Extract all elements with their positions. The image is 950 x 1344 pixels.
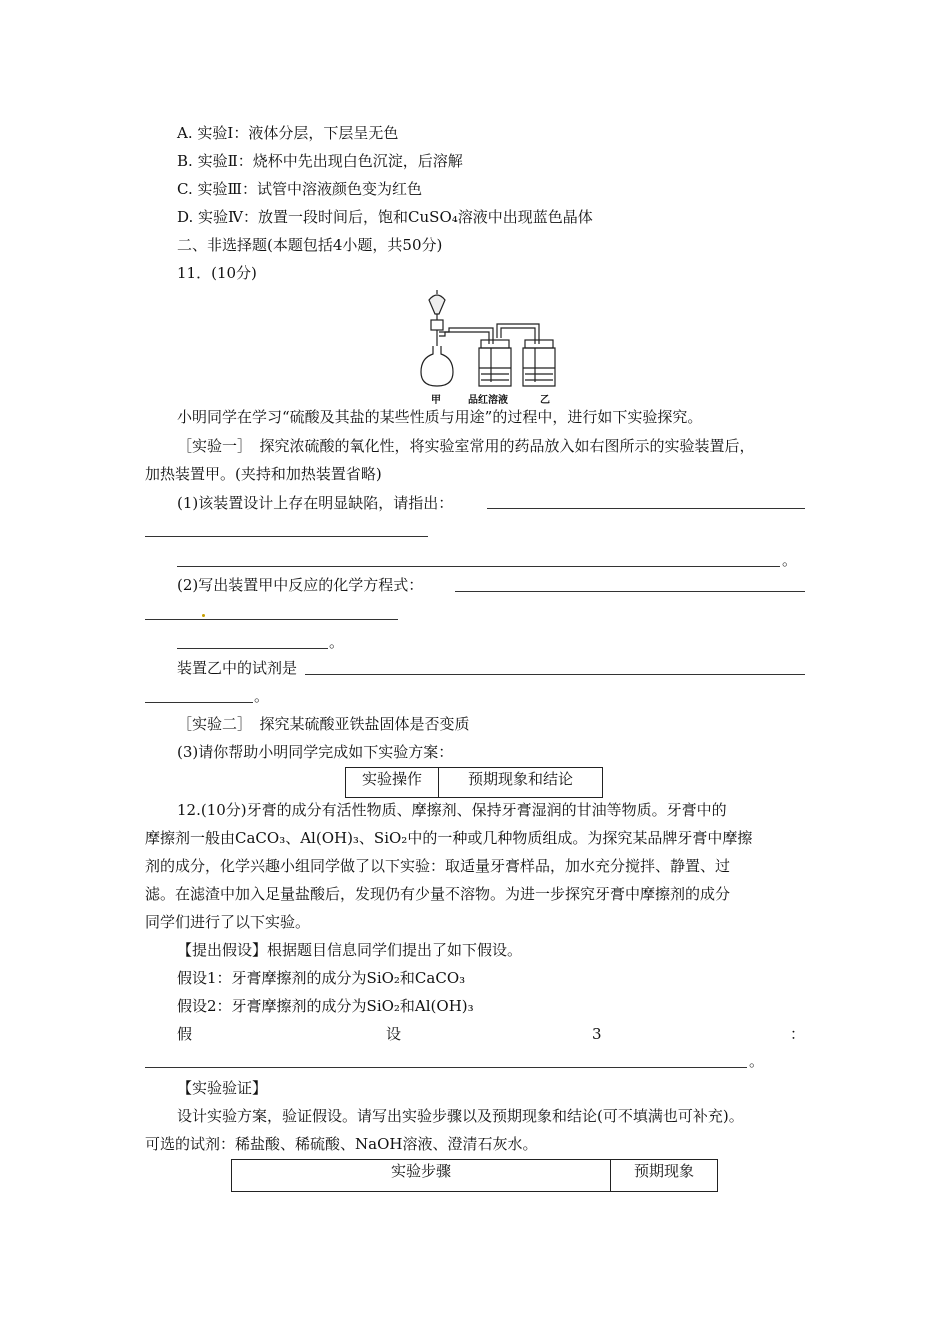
answer-blank[interactable] (455, 591, 805, 592)
table-header-cell: 预期现象和结论 (439, 768, 603, 798)
end-mark: 。 (254, 687, 270, 705)
q12-line4: 滤。在滤渣中加入足量盐酸后，发现仍有少量不溶物。为进一步探究牙膏中摩擦剂的成分 (145, 885, 731, 903)
option-b: B. 实验Ⅱ：烧杯中先出现白色沉淀，后溶解 (177, 152, 463, 170)
q12-line2: 摩擦剂一般由CaCO₃、Al(OH)₃、SiO₂中的一种或几种物质组成。为探究某品牌牙膏中摩擦 (145, 829, 753, 847)
answer-blank[interactable] (145, 702, 253, 703)
hypothesis-3-label: 设 (386, 1025, 402, 1043)
q11-part1: (1)该装置设计上存在明显缺陷，请指出： (177, 494, 454, 512)
hypothesis-2: 假设2：牙膏摩擦剂的成分为SiO₂和Al(OH)₃ (177, 997, 474, 1015)
q11-header: 11．(10分) (177, 264, 257, 282)
verify-table (231, 1159, 718, 1192)
reagent-prompt: 装置乙中的试剂是 (177, 659, 298, 677)
table-header-cell: 预期现象 (611, 1160, 718, 1192)
section2-title: 二、非选择题(本题包括4小题，共50分) (177, 236, 443, 254)
hypothesis-3-label: 3 (592, 1025, 602, 1043)
q11-part2: (2)写出装置甲中反应的化学方程式： (177, 576, 424, 594)
answer-blank[interactable] (177, 648, 328, 649)
exp1-line1: ［实验一］ 探究浓硫酸的氧化性，将实验室常用的药品放入如右图所示的实验装置后， (177, 437, 755, 455)
option-a: A. 实验Ⅰ：液体分层，下层呈无色 (177, 124, 399, 142)
hypothesis-3-label: 假 (177, 1025, 193, 1043)
option-c: C. 实验Ⅲ：试管中溶液颜色变为红色 (177, 180, 422, 198)
q12-line3: 剂的成分，化学兴趣小组同学做了以下实验：取适量牙膏样品，加水充分搅拌、静置、过 (145, 857, 731, 875)
exp1-line2: 加热装置甲。(夹持和加热装置省略) (145, 465, 382, 483)
hypothesis-3-label: ： (790, 1025, 806, 1043)
hypothesis-title: 【提出假设】根据题目信息同学们提出了如下假设。 (177, 941, 523, 959)
answer-blank[interactable] (487, 508, 805, 509)
verify-line1: 设计实验方案，验证假设。请写出实验步骤以及预期现象和结论(可不填满也可补充)。 (177, 1107, 744, 1125)
verify-line2: 可选的试剂：稀盐酸、稀硫酸、NaOH溶液、澄清石灰水。 (145, 1135, 538, 1153)
option-d: D. 实验Ⅳ：放置一段时间后，饱和CuSO₄溶液中出现蓝色晶体 (177, 208, 593, 226)
table-header-cell: 实验步骤 (232, 1160, 611, 1192)
figure-label-pinhong: 品红溶液 (468, 395, 508, 406)
stray-mark (202, 614, 205, 617)
answer-blank[interactable] (145, 1067, 747, 1068)
answer-blank[interactable] (145, 536, 428, 537)
plan-table (345, 767, 603, 798)
hypothesis-1: 假设1：牙膏摩擦剂的成分为SiO₂和CaCO₃ (177, 969, 466, 987)
answer-blank[interactable] (305, 674, 805, 675)
end-mark: 。 (782, 551, 798, 569)
end-mark: 。 (749, 1052, 765, 1070)
table-header-cell: 实验操作 (346, 768, 439, 798)
answer-blank[interactable] (145, 619, 398, 620)
end-mark: 。 (329, 633, 345, 651)
q11-intro: 小明同学在学习“硫酸及其盐的某些性质与用途”的过程中，进行如下实验探究。 (177, 408, 703, 426)
q12-line1: 12.(10分)牙膏的成分有活性物质、摩擦剂、保持牙膏湿润的甘油等物质。牙膏中的 (177, 801, 727, 819)
exp2-line: ［实验二］ 探究某硫酸亚铁盐固体是否变质 (177, 715, 470, 733)
q12-line5: 同学们进行了以下实验。 (145, 913, 311, 931)
verify-title: 【实验验证】 (177, 1079, 268, 1097)
q11-part3: (3)请你帮助小明同学完成如下实验方案： (177, 743, 454, 761)
apparatus-figure (415, 288, 575, 390)
figure-label-yi: 乙 (540, 395, 550, 406)
figure-label-jia: 甲 (431, 395, 441, 406)
answer-blank[interactable] (177, 566, 780, 567)
